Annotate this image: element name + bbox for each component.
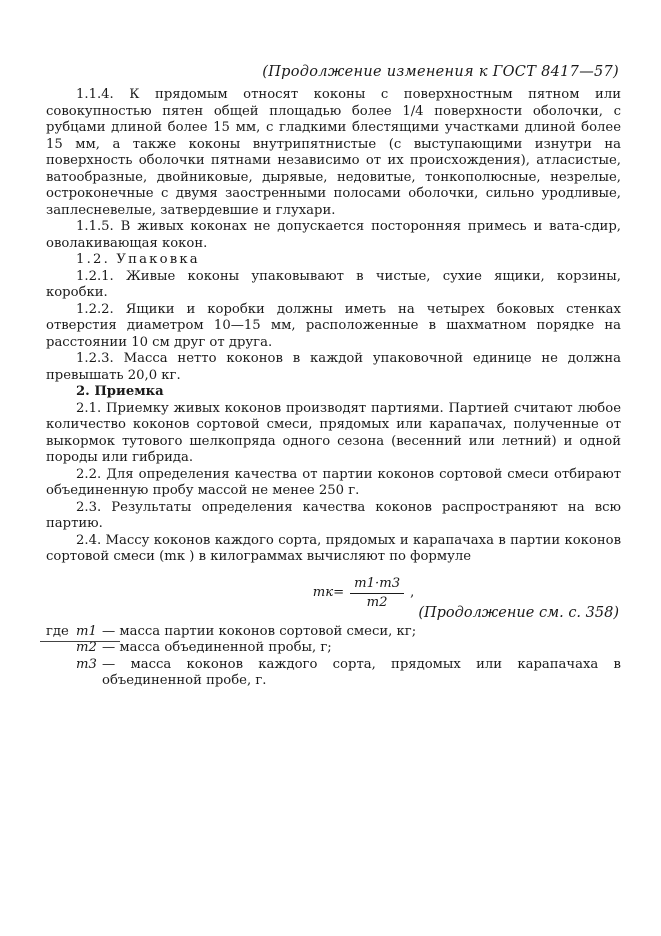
paragraph-2-3: 2.3. Результаты определения качества коконов распространяют на всю партию. [46,499,621,531]
definition-prefix [46,657,76,690]
subsection-title-packing: 1.2. Упаковка [76,252,200,267]
formula-trail: , [410,585,415,601]
formula-lhs: mк= [312,585,345,601]
definition-row [46,624,621,641]
running-header: (Продолжение изменения к ГОСТ 8417—57) [262,64,619,80]
paragraph-1-2-2: 1.2.2. Ящики и коробки должны иметь на четырех боковых стенках отверстия диаметром 10—15 мм, расположенные в шахматном порядке на расстоянии 10 см друг от друга. [46,301,621,350]
definition-text: — масса объединенной пробы, г; [102,640,332,655]
definition-symbol: m2 [76,640,97,655]
footnote-rule [40,641,120,642]
paragraph-1-1-5: 1.1.5. В живых коконах не допускается посторонняя примесь и вата-сдир, оволакивающая кокон. [46,219,621,251]
paragraph-2-2: 2.2. Для определения качества от партии коконов сортовой смеси отбирают объединенную пробу массой не менее 250 г. [46,466,621,498]
paragraph-1-1-4: 1.1.4. К прядомым относят коконы с поверхностным пятном или совокупностью пятен общей площадью более 1/4 поверхности оболочки, с рубцами длиной более 15 мм, с гладкими блестящими участками длиной более 15 мм, а также коконы внутрипятнистые (с выступающими изнутри на поверхность оболочки пятнами независимо от их происхождения), атласистые, ватообразные, двойниковые, дырявые, недовитые, тонкополюсные, незрелые, остроконечные с двумя заостренными полосами оболочки, сильно уродливые, заплесневелые, затвердевшие и глухари. [46,87,621,218]
definition-symbol: m1 [76,623,97,639]
definition-prefix: где [46,623,69,639]
definition-text: — масса коконов каждого сорта, прядомых или карапачаха в объединенной пробе, г. [102,656,621,688]
paragraph-2-4: 2.4. Массу коконов каждого сорта, прядомых и карапачаха в партии коконов сортовой смеси (mк ) в килограммах вычисляют по формуле [46,532,621,564]
variable-definitions [46,624,621,690]
formula-numerator: m1·m3 [350,576,404,595]
document-body [46,87,621,690]
formula-denominator: m2 [366,595,388,610]
continuation-note: (Продолжение см. с. 358) [418,605,619,621]
paragraph-2-1: 2.1. Приемку живых коконов производят партиями. Партией считают любое количество коконов сортовой смеси, прядомых или карапачах, полученные от выкормок тутового шелкопряда одного сезона (весенний или летний) и одной породы или гибрида. [46,400,621,465]
definition-symbol: m3 [76,656,97,672]
definition-row [46,640,621,657]
definition-prefix [46,640,76,657]
section-title-acceptance: 2. Приемка [76,384,164,399]
paragraph-1-2-3: 1.2.3. Масса нетто коконов в каждой упаковочной единице не должна превышать 20,0 кг. [46,351,621,383]
paragraph-1-2-1: 1.2.1. Живые коконы упаковывают в чистые, сухие ящики, корзины, коробки. [46,268,621,300]
formula-fraction [350,576,404,612]
definition-text: — масса партии коконов сортовой смеси, кг; [102,623,417,639]
definition-row [46,657,621,690]
